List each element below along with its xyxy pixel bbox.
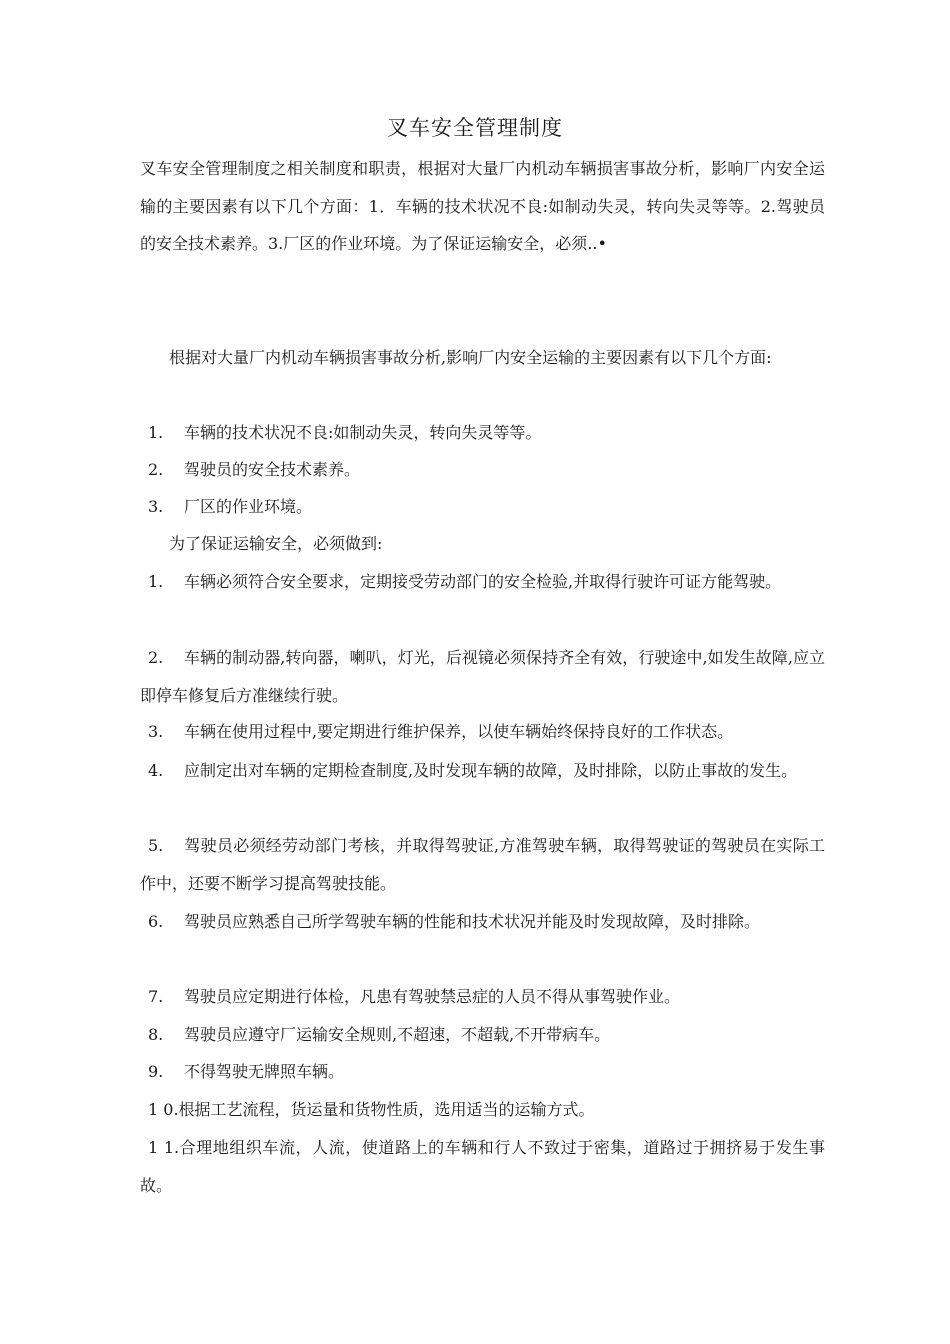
requirement-item — [140, 752, 825, 790]
factor-item — [140, 451, 825, 489]
requirement-number: 4. — [148, 761, 164, 780]
requirement-number: 1. — [148, 572, 164, 591]
requirement-item — [140, 1129, 825, 1204]
requirement-text: 驾驶员应熟悉自己所学驾驶车辆的性能和技术状况并能及时发现故障，及时排除。 — [184, 912, 761, 931]
factor-text: 车辆的技术状况不良:如制动失灵，转向失灵等等。 — [184, 423, 542, 442]
requirement-number: 1 0. — [148, 1100, 179, 1119]
intro-paragraph: 叉车安全管理制度之相关制度和职责，根据对大量厂内机动车辆损害事故分析，影响厂内安全运输的主要因素有以下几个方面：1．车辆的技术状况不良:如制动失灵，转向失灵等等。2.驾驶员的安全技术素养。3.厂区的作业环境。为了保证运输安全，必须..• — [140, 159, 825, 253]
requirements-heading: 为了保证运输安全，必须做到: — [169, 534, 383, 553]
requirement-text: 应制定出对车辆的定期检查制度,及时发现车辆的故障，及时排除，以防止事故的发生。 — [184, 761, 798, 780]
requirement-text: 驾驶员必须经劳动部门考核，并取得驾驶证,方准驾驶车辆，取得驾驶证的驾驶员在实际工作中，还要不断学习提高驾驶技能。 — [140, 836, 825, 893]
requirement-text: 车辆的制动器,转向器，喇叭，灯光，后视镜必须保持齐全有效，行驶途中,如发生故障,应立即停车修复后方准继续行驶。 — [140, 648, 825, 705]
requirement-text: 驾驶员应定期进行体检，凡患有驾驶禁忌症的人员不得从事驾驶作业。 — [184, 987, 681, 1006]
document-title: 叉车安全管理制度 — [387, 116, 563, 140]
requirement-number: 8. — [148, 1025, 164, 1044]
factor-number: 3. — [148, 497, 164, 516]
requirement-text: 不得驾驶无牌照车辆。 — [184, 1062, 345, 1081]
requirement-text: 根据工艺流程，货运量和货物性质，选用适当的运输方式。 — [178, 1100, 595, 1119]
requirement-number: 9. — [148, 1062, 164, 1081]
factor-text: 厂区的作业环境。 — [184, 497, 313, 516]
factor-number: 2. — [148, 460, 164, 479]
requirement-item — [140, 1053, 825, 1091]
requirement-number: 5. — [148, 836, 164, 855]
requirement-item — [140, 563, 825, 601]
lead-paragraph: 根据对大量厂内机动车辆损害事故分析,影响厂内安全运输的主要因素有以下几个方面: — [169, 348, 772, 367]
factor-text: 驾驶员的安全技术素养。 — [184, 460, 361, 479]
factor-item — [140, 414, 825, 452]
requirement-number: 6. — [148, 912, 164, 931]
requirement-number: 3. — [148, 722, 164, 741]
factor-number: 1. — [148, 423, 164, 442]
requirement-item — [140, 827, 825, 902]
requirement-text: 合理地组织车流，人流，使道路上的车辆和行人不致过于密集，道路过于拥挤易于发生事故。 — [140, 1138, 825, 1195]
requirement-text: 车辆在使用过程中,要定期进行维护保养，以使车辆始终保持良好的工作状态。 — [184, 722, 734, 741]
requirement-text: 驾驶员应遵守厂运输安全规则,不超速，不超载,不开带病车。 — [184, 1025, 611, 1044]
requirement-item — [140, 1016, 825, 1054]
requirement-item — [140, 639, 825, 714]
requirement-text: 车辆必须符合安全要求，定期接受劳动部门的安全检验,并取得行驶许可证方能驾驶。 — [184, 572, 782, 591]
requirement-number: 1 1. — [148, 1138, 180, 1157]
requirement-number: 7. — [148, 987, 164, 1006]
factor-item — [140, 488, 825, 526]
requirement-item — [140, 713, 825, 751]
requirement-item — [140, 903, 825, 941]
requirement-item — [140, 978, 825, 1016]
requirement-item — [140, 1091, 825, 1129]
requirement-number: 2. — [148, 648, 164, 667]
